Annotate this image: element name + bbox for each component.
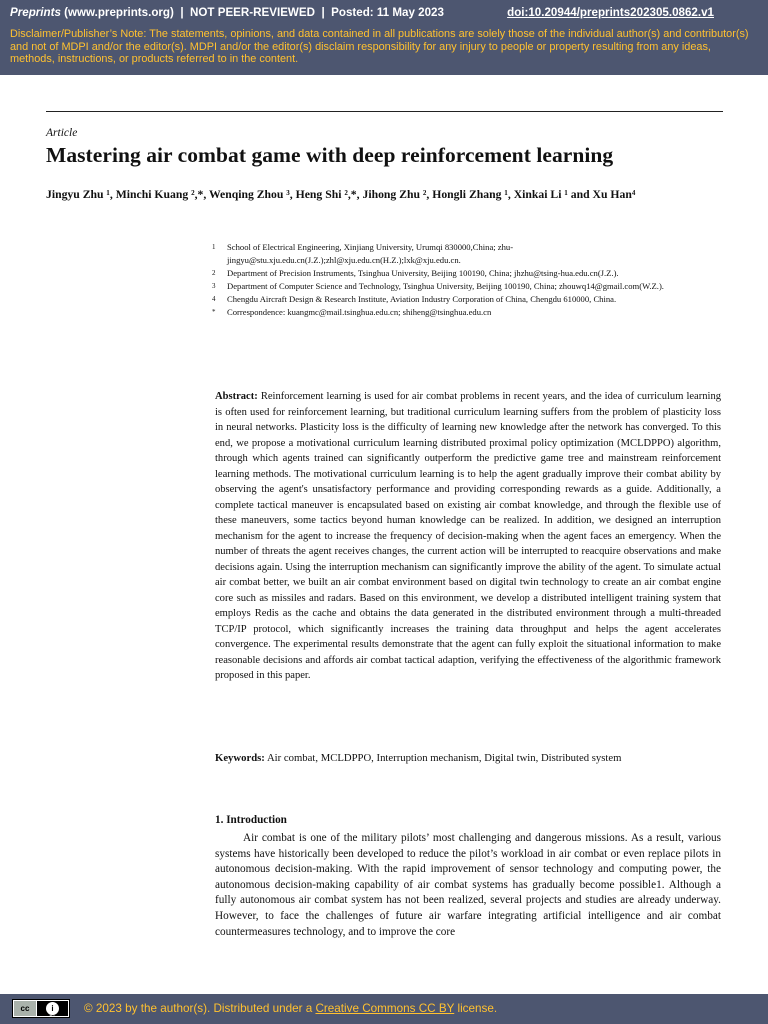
affiliation-marker: 3 <box>212 282 216 290</box>
attribution-person-icon: i <box>46 1002 59 1015</box>
header-divider <box>46 111 723 112</box>
affiliation-marker: 2 <box>212 269 216 277</box>
cc-by-badge-icon[interactable] <box>12 999 70 1018</box>
license-link[interactable]: Creative Commons CC BY <box>315 1002 455 1015</box>
affiliations-list <box>212 241 672 319</box>
preprints-brand[interactable]: Preprints <box>10 6 61 19</box>
banner-separator: | <box>321 6 325 19</box>
keywords <box>215 751 721 765</box>
introduction-paragraph: Air combat is one of the military pilots’ most challenging and dangerous missions. As a result, various systems have historically been developed to reduce the pilot’s workload in air combat or even replace pilots in autonomous decision-making. With the rapid improvement of sensor technology and computing power, the autonomous decision-making capability of air combat systems has gradually become possible1. Although a fully autonomous air combat system has not been realized, several projects and studies are already underway. However, to face the challenges of future air warfare integrating artificial intelligence and air combat countermeasures technology, and to improve the core <box>215 832 721 938</box>
section-heading: 1. Introduction <box>215 814 287 826</box>
publisher-disclaimer: Disclaimer/Publisher’s Note: The statements, opinions, and data contained in all publications are solely those of the individual author(s) and contributor(s) and not of MDPI and/or the editor(s). MDPI and/or the editor(s) disclaim responsibility for any injury to people or property resulting from any ideas, methods, instructions, or products referred to in the content. <box>10 28 749 65</box>
affiliation-item <box>212 280 672 293</box>
review-status: NOT PEER-REVIEWED <box>190 6 315 19</box>
affiliation-text: Department of Precision Instruments, Tsinghua University, Beijing 100190, China; jhzhu@tsing-hua.edu.cn(J.Z.). <box>227 268 619 278</box>
license-text <box>84 1002 497 1015</box>
author-list: Jingyu Zhu ¹, Minchi Kuang ²,*, Wenqing Zhou ³, Heng Shi ²,*, Jihong Zhu ², Hongli Zhang ¹, Xinkai Li ¹ and Xu Han⁴ <box>46 188 636 201</box>
copyright-text: © 2023 by the author(s). Distributed under a <box>84 1002 313 1015</box>
posted-date: Posted: 11 May 2023 <box>331 6 444 19</box>
affiliation-item <box>212 267 672 280</box>
keywords-label: Keywords: <box>215 752 265 764</box>
paper-title: Mastering air combat game with deep reinforcement learning <box>46 143 614 167</box>
affiliation-item <box>212 241 672 267</box>
article-type: Article <box>46 127 78 139</box>
affiliation-text: Chengdu Aircraft Design & Research Institute, Aviation Industry Corporation of China, Chengdu 610000, China. <box>227 294 617 304</box>
preprints-url[interactable]: (www.preprints.org) <box>64 6 174 19</box>
cc-logo-icon: cc <box>14 1001 36 1016</box>
license-suffix: license. <box>457 1002 498 1015</box>
affiliation-item <box>212 293 672 306</box>
banner-header-row <box>10 6 714 22</box>
abstract-paragraph <box>215 389 721 684</box>
correspondence-item <box>212 306 672 319</box>
affiliation-marker: 4 <box>212 295 216 303</box>
doi-link[interactable]: doi:10.20944/preprints202305.0862.v1 <box>507 6 714 19</box>
affiliation-marker: 1 <box>212 243 216 251</box>
license-footer <box>0 994 768 1024</box>
correspondence-text: Correspondence: kuangmc@mail.tsinghua.edu.cn; shiheng@tsinghua.edu.cn <box>227 307 492 317</box>
keywords-text: Air combat, MCLDPPO, Interruption mechanism, Digital twin, Distributed system <box>266 752 622 764</box>
affiliation-marker: * <box>212 308 216 316</box>
abstract-label: Abstract: <box>215 391 258 402</box>
affiliation-text: Department of Computer Science and Technology, Tsinghua University, Beijing 100190, China; zhouwq14@gmail.com(W.Z.). <box>227 281 664 291</box>
preprint-banner <box>0 0 768 75</box>
cc-by-panel <box>37 1001 68 1016</box>
cc-by-label: BY <box>49 1012 56 1017</box>
abstract-text: Reinforcement learning is used for air combat problems in recent years, and the idea of curriculum learning is often used for reinforcement learning, but traditional curriculum learning suffers from the problem of plasticity loss in neural networks. Plasticity loss is the difficulty of learning new knowledge after the network has converged. To this end, we propose a motivational curriculum learning distributed proximal policy optimization (MCLDPPO) algorithm, through which agents trained can significantly outperform the predictive game tree and mainstream reinforcement learning methods. The motivational curriculum learning is to help the agent gradually improve their combat ability by observing the agent's unsatisfactory performance and providing corresponding rewards as a guide. Additionally, a complete tactical maneuver is encapsulated based on existing air combat knowledge, and through the flexible use of these maneuvers, some tactics beyond human knowledge can be realized. In addition, we designed an interruption mechanism for the agent to increase the frequency of decision-making when the agent faces an emergency. When the number of threats the agent receives changes, the current action will be interrupted to reacquire observations and make decisions again. Using the interruption mechanism can significantly improve the ability of the agent. To simulate actual air combat better, we built an air combat environment based on digital twin technology to create an air combat engine core such as missiles and radars. Based on this environment, we develop a distributed intelligent training system that employs Redis as the cache and obtains the data generated in the distributed environment through a multi-threaded TCP/IP protocol, which significantly increases the training data throughput and helps the agent accelerates convergence. The experimental results demonstrate that the agent can fully exploit the situational information to make reasonable decisions and affords air combat tactical adaption, verifying the effectiveness of the algorithmic framework proposed in this paper. <box>215 391 721 681</box>
affiliation-text: School of Electrical Engineering, Xinjiang University, Urumqi 830000,China; zhu-jingyu@stu.xju.edu.cn(J.Z.);zhl@xju.edu.cn(H.Z.);lxk@xju.edu.cn. <box>227 242 514 265</box>
banner-separator: | <box>180 6 184 19</box>
banner-left <box>10 6 444 19</box>
